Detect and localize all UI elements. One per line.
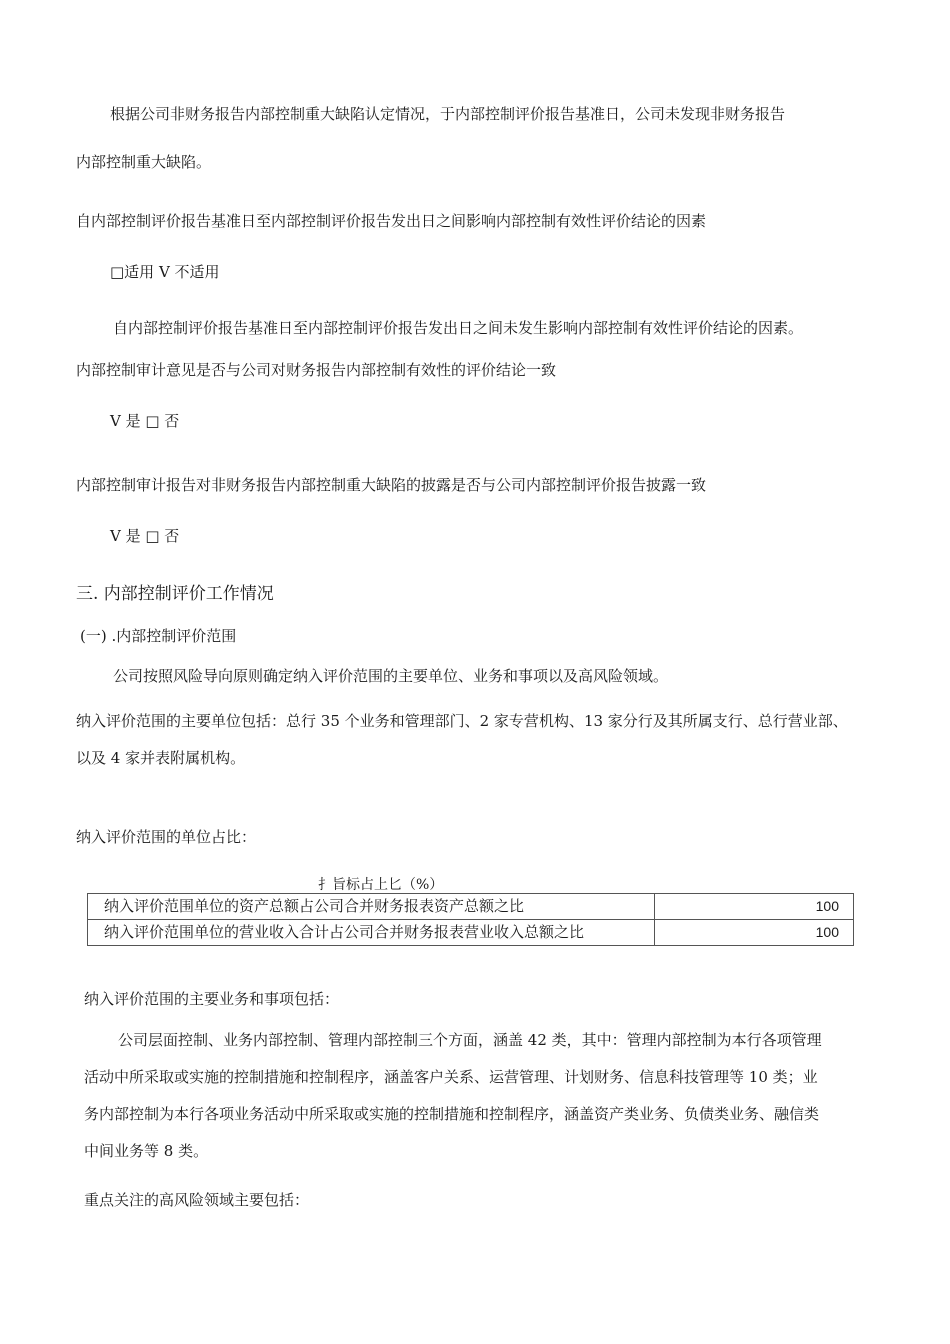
paragraph-line: 内部控制审计意见是否与公司对财务报告内部控制有效性的评价结论一致 [76,361,557,379]
option-line: □适用 V 不适用 [110,263,220,281]
table-row [88,894,854,920]
paragraph-line: 纳入评价范围的主要业务和事项包括： [84,990,340,1008]
paragraph-line: 纳入评价范围的单位占比： [76,828,257,846]
paragraph-line: 活动中所采取或实施的控制措施和控制程序，涵盖客户关系、运营管理、计划财务、信息科技管理等 10 类；业 [84,1068,818,1086]
paragraph-line: 根据公司非财务报告内部控制重大缺陷认定情况，于内部控制评价报告基准日，公司未发现非财务报告 [110,105,786,123]
paragraph-line: 自内部控制评价报告基准日至内部控制评价报告发出日之间未发生影响内部控制有效性评价结论的因素。 [113,319,804,337]
paragraph-line: 内部控制重大缺陷。 [76,153,212,171]
paragraph-line: 内部控制审计报告对非财务报告内部控制重大缺陷的披露是否与公司内部控制评价报告披露一致 [76,476,707,494]
option-line: V 是 □ 否 [110,412,180,430]
paragraph-line: 纳入评价范围的主要单位包括：总行 35 个业务和管理部门、2 家专营机构、13 家分行及其所属支行、总行营业部、 [76,712,848,730]
paragraph-line: 务内部控制为本行各项业务活动中所采取或实施的控制措施和控制程序，涵盖资产类业务、负债类业务、融信类 [84,1105,820,1123]
paragraph-line: 公司按照风险导向原则确定纳入评价范围的主要单位、业务和事项以及高风险领域。 [113,667,669,685]
table-caption: 扌旨标占上匕（%） [318,877,444,893]
paragraph-line: 重点关注的高风险领域主要包括： [84,1191,310,1209]
value-cell: 100 [655,894,854,920]
sub-heading: (一) .内部控制评价范围 [80,627,237,645]
section-heading: 三. 内部控制评价工作情况 [76,584,274,604]
indicator-cell: 纳入评价范围单位的营业收入合计占公司合并财务报表营业收入总额之比 [88,920,655,946]
paragraph-line: 以及 4 家并表附属机构。 [76,749,246,767]
ratio-table [87,893,854,946]
table-row [88,920,854,946]
paragraph-line: 中间业务等 8 类。 [84,1142,209,1160]
indicator-cell: 纳入评价范围单位的资产总额占公司合并财务报表资产总额之比 [88,894,655,920]
value-cell: 100 [655,920,854,946]
paragraph-line: 公司层面控制、业务内部控制、管理内部控制三个方面，涵盖 42 类，其中：管理内部控制为本行各项管理 [118,1031,822,1049]
paragraph-line: 自内部控制评价报告基准日至内部控制评价报告发出日之间影响内部控制有效性评价结论的因素 [76,212,707,230]
option-line: V 是 □ 否 [110,527,180,545]
